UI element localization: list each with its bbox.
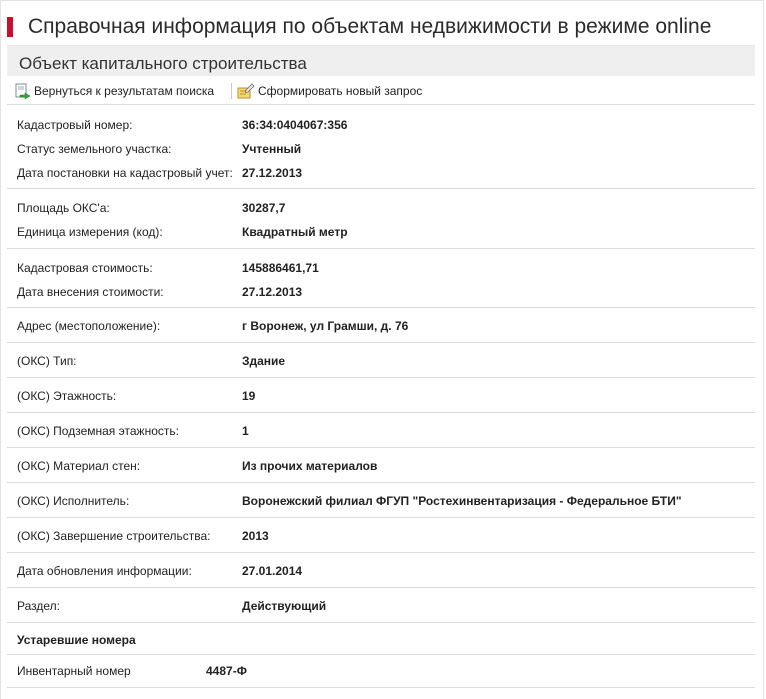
detail-group [7, 518, 755, 553]
toolbar [7, 78, 755, 105]
field-label: (ОКС) Завершение строительства: [17, 529, 211, 543]
field-label: Адрес (местоположение): [17, 319, 161, 333]
header-accent-bar [7, 17, 13, 37]
detail-row [7, 488, 755, 512]
detail-row [7, 418, 755, 442]
field-value: Учтенный [242, 142, 302, 156]
field-value: 1 [242, 424, 249, 438]
detail-group [7, 343, 755, 378]
detail-row [7, 136, 755, 160]
detail-group [7, 448, 755, 483]
field-label: Кадастровый номер: [17, 118, 133, 132]
field-value: Действующий [242, 599, 327, 613]
detail-group [7, 378, 755, 413]
detail-row [7, 523, 755, 547]
detail-group [7, 588, 755, 623]
document-arrow-icon [14, 83, 31, 100]
detail-row [7, 255, 755, 279]
obsolete-numbers-title: Устаревшие номера [17, 633, 136, 647]
detail-row [7, 558, 755, 582]
page-header [1, 1, 765, 41]
field-value: Квадратный метр [242, 225, 348, 239]
detail-row [7, 383, 755, 407]
field-value: Воронежский филиал ФГУП "Ростехинвентаризация - Федеральное БТИ" [242, 494, 682, 508]
field-label: Единица измерения (код): [17, 225, 163, 239]
field-value: Здание [242, 354, 286, 368]
field-value: 19 [242, 389, 256, 403]
field-label: Инвентарный номер [17, 664, 131, 678]
page-title: Справочная информация по объектам недвижимости в режиме online [28, 15, 712, 38]
new-request-label: Сформировать новый запрос [258, 84, 423, 98]
field-label: (ОКС) Подземная этажность: [17, 424, 179, 438]
detail-row [7, 658, 755, 682]
field-value: г Воронеж, ул Грамши, д. 76 [242, 319, 409, 333]
field-value: 4487-Ф [206, 664, 247, 678]
field-label: Кадастровая стоимость: [17, 261, 153, 275]
detail-group [7, 108, 755, 189]
field-value: Из прочих материалов [242, 459, 378, 473]
back-to-results-label: Вернуться к результатам поиска [34, 84, 215, 98]
detail-row [7, 219, 755, 243]
field-label: (ОКС) Тип: [17, 354, 77, 368]
field-label: Площадь ОКС'а: [17, 201, 110, 215]
field-label: (ОКС) Исполнитель: [17, 494, 130, 508]
detail-group [7, 483, 755, 518]
section-title: Объект капитального строительства [19, 54, 307, 73]
property-details [7, 108, 755, 688]
detail-group [7, 413, 755, 448]
detail-row [7, 160, 755, 184]
field-value: 30287,7 [242, 201, 286, 215]
field-value: 27.12.2013 [242, 285, 303, 299]
obsolete-numbers-header [7, 623, 755, 655]
field-label: Дата постановки на кадастровый учет: [17, 166, 233, 180]
detail-group [7, 249, 755, 308]
toolbar-separator [231, 83, 232, 99]
detail-group [7, 655, 755, 688]
field-value: 27.01.2014 [242, 564, 303, 578]
new-request-button[interactable] [237, 81, 422, 101]
field-label: Дата внесения стоимости: [17, 285, 164, 299]
field-label: Раздел: [17, 599, 60, 613]
detail-group [7, 308, 755, 343]
field-value: 36:34:0404067:356 [242, 118, 348, 132]
field-label: (ОКС) Этажность: [17, 389, 117, 403]
detail-group [7, 553, 755, 588]
detail-row [7, 453, 755, 477]
detail-group [7, 189, 755, 249]
detail-row [7, 112, 755, 136]
field-value: 27.12.2013 [242, 166, 303, 180]
detail-row [7, 279, 755, 303]
detail-row [7, 313, 755, 337]
back-to-results-button[interactable] [14, 81, 214, 101]
field-value: 2013 [242, 529, 269, 543]
field-value: 145886461,71 [242, 261, 319, 275]
field-label: Дата обновления информации: [17, 564, 192, 578]
field-label: (ОКС) Материал стен: [17, 459, 141, 473]
detail-row [7, 348, 755, 372]
detail-row [7, 195, 755, 219]
section-header [7, 45, 755, 76]
detail-row [7, 593, 755, 617]
field-label: Статус земельного участка: [17, 142, 172, 156]
pencil-document-icon [237, 83, 255, 100]
